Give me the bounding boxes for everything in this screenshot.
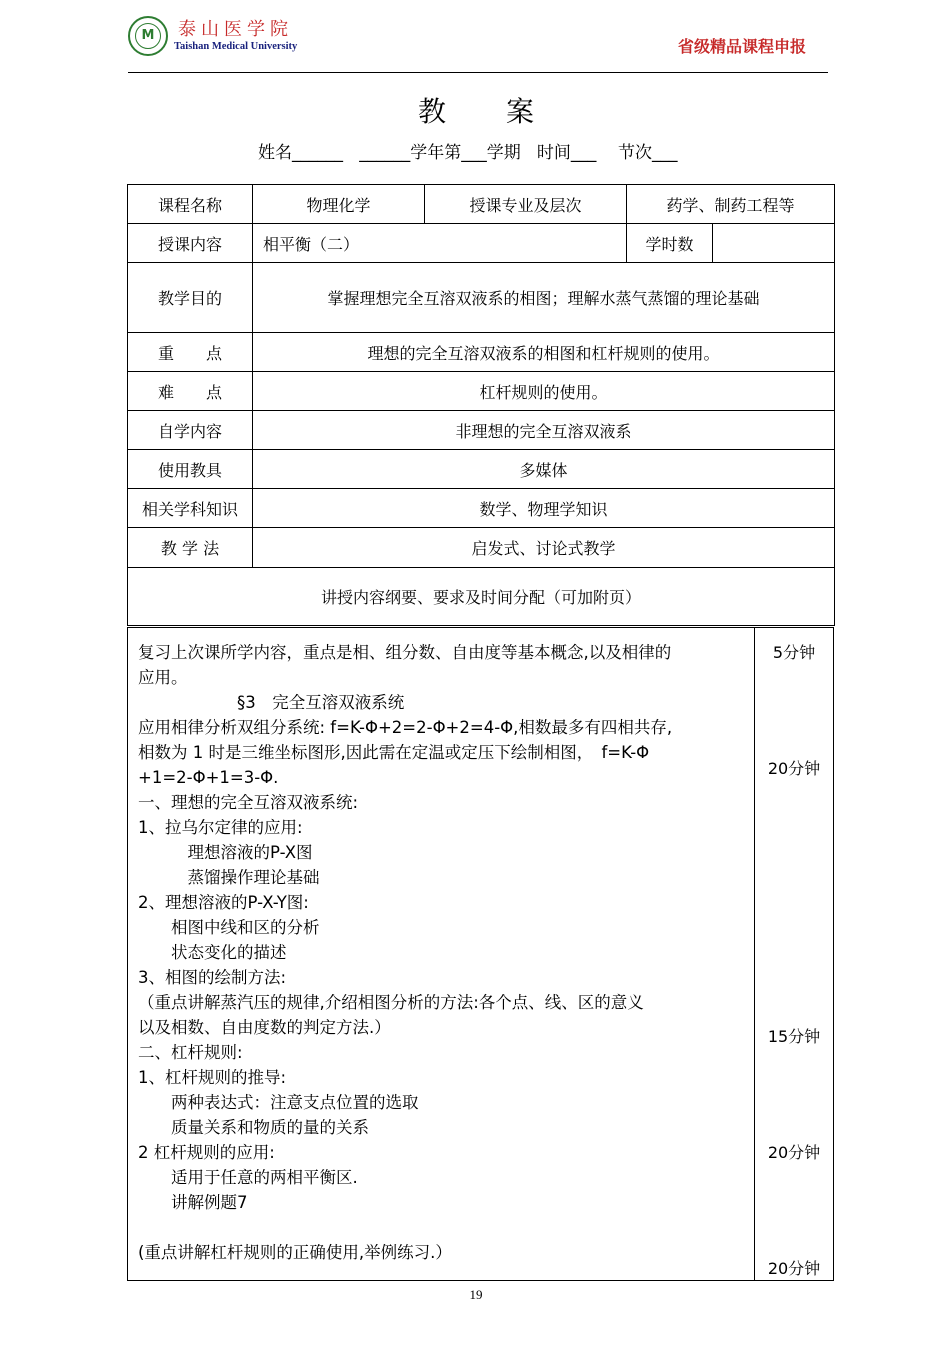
outline-line: (重点讲解杠杆规则的正确使用,举例练习.） [138,1243,452,1262]
outline-line: 2、理想溶液的P-X-Y图: [138,893,309,912]
table-row [128,450,835,489]
outline-line: 应用相律分析双组分系统: f=K-Φ+2=2-Φ+2=4-Φ,相数最多有四相共存, [138,718,673,737]
university-logo-icon: M [128,16,168,56]
lecture-content-box [127,627,834,1281]
outline-line: 适用于任意的两相平衡区. [138,1168,358,1187]
label-hours: 学时数 [627,224,713,263]
time-entry: 20分钟 [767,1143,821,1162]
info-line: 姓名______ ______学年第___学期 时间___ 节次___ [258,143,678,163]
label-course-name: 课程名称 [128,185,253,224]
lesson-content-value: 相平衡（二） [253,224,627,263]
page-header [128,12,828,73]
outline-line: 理想溶液的P-X图 [138,843,313,862]
course-name-value: 物理化学 [253,185,425,224]
outline-line: 蒸馏操作理论基础 [138,868,320,887]
outline-line: 1、杠杆规则的推导: [138,1068,287,1087]
outline-line: +1=2-Φ+1=3-Φ. [138,768,279,787]
time-entry: 5分钟 [772,643,816,662]
outline-lines [138,640,750,1265]
time-column [755,628,833,1280]
table-row [128,263,835,333]
outline-line: 以及相数、自由度数的判定方法.） [138,1018,391,1037]
self-study-value: 非理想的完全互溶双液系 [253,411,835,450]
outline-line: 质量关系和物质的量的关系 [138,1118,369,1137]
table-row [128,372,835,411]
label-difficulties: 难 点 [128,372,253,411]
page-title: 教案 [417,95,594,128]
outline-line: 一、理想的完全互溶双液系统: [138,793,359,812]
outline-line: 2 杠杆规则的应用: [138,1143,275,1162]
outline-line: 相数为 1 时是三维坐标图形,因此需在定温或定压下绘制相图， f=K-Φ [138,743,650,762]
outline-line: 3、相图的绘制方法: [138,968,287,987]
label-related-knowledge: 相关学科知识 [128,489,253,528]
key-points-value: 理想的完全互溶双液系的相图和杠杆规则的使用。 [253,333,835,372]
lecture-outline [128,628,755,1280]
label-objective: 教学目的 [128,263,253,333]
label-teaching-method: 教 学 法 [128,528,253,568]
university-name-cn: 泰山医学院 [178,19,293,40]
related-knowledge-value: 数学、物理学知识 [253,489,835,528]
label-key-points: 重 点 [128,333,253,372]
outline-header: 讲授内容纲要、要求及时间分配（可加附页） [128,568,835,626]
table-row [128,568,835,626]
page-number: 19 [469,1287,483,1302]
university-name-en: Taishan Medical University [174,41,298,52]
objective-value: 掌握理想完全互溶双液系的相图；理解水蒸气蒸馏的理论基础 [253,263,835,333]
outline-line: 应用。 [138,668,188,687]
outline-line: 状态变化的描述 [138,943,287,962]
outline-line: §3 完全互溶双液系统 [138,693,405,712]
time-entry: 15分钟 [767,1027,821,1046]
outline-line: 两种表达式：注意支点位置的选取 [138,1093,419,1112]
outline-line: 二、杠杆规则: [138,1043,243,1062]
header-right-title: 省级精品课程申报 [677,37,806,56]
difficulties-value: 杠杆规则的使用。 [253,372,835,411]
teaching-aids-value: 多媒体 [253,450,835,489]
lesson-plan-table [127,184,835,626]
hours-value [713,224,835,263]
outline-line: 复习上次课所学内容，重点是相、组分数、自由度等基本概念,以及相律的 [138,643,672,662]
table-row [128,411,835,450]
outline-line [138,1215,750,1240]
label-lesson-content: 授课内容 [128,224,253,263]
label-major: 授课专业及层次 [425,185,627,224]
table-row [128,224,835,263]
outline-line: 讲解例题7 [138,1193,248,1212]
table-row [128,333,835,372]
outline-line: 相图中线和区的分析 [138,918,320,937]
major-value: 药学、制药工程等 [627,185,835,224]
table-row [128,489,835,528]
label-teaching-aids: 使用教具 [128,450,253,489]
time-entry: 20分钟 [767,759,821,778]
time-entry: 20分钟 [767,1259,821,1278]
outline-line: 1、拉乌尔定律的应用: [138,818,303,837]
teaching-method-value: 启发式、讨论式教学 [253,528,835,568]
label-self-study: 自学内容 [128,411,253,450]
outline-line: （重点讲解蒸汽压的规律,介绍相图分析的方法:各个点、线、区的意义 [138,993,644,1012]
table-row [128,185,835,224]
table-row [128,528,835,568]
